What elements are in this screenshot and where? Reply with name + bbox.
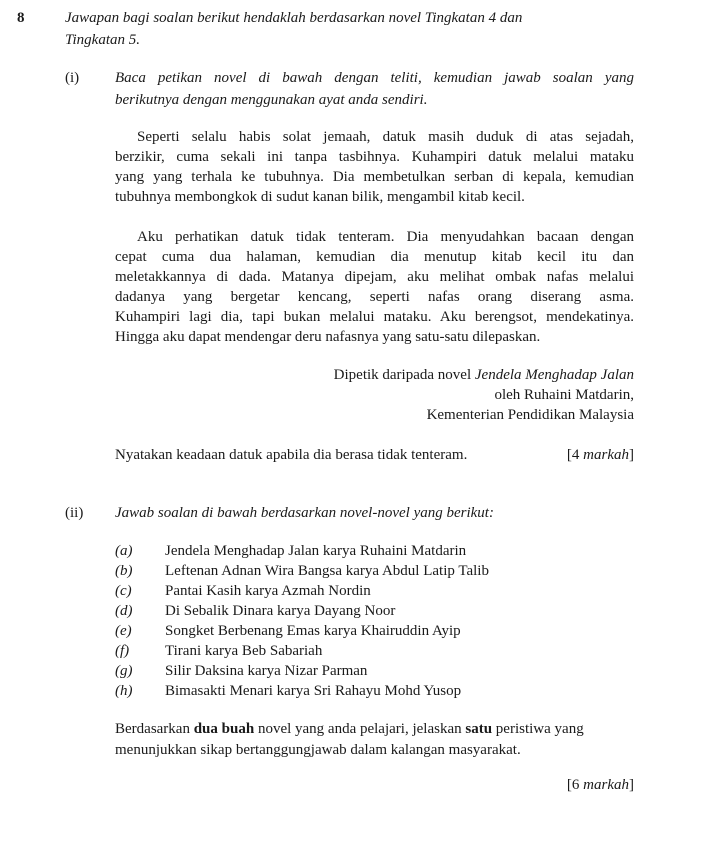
part-i-question: Nyatakan keadaan datuk apabila dia berasa tidak tenteram. — [115, 447, 468, 463]
novel-label: (d) — [115, 603, 133, 619]
source-line — [115, 365, 634, 385]
novel-list-item — [115, 581, 634, 601]
emphasis-text: satu — [465, 721, 493, 737]
marks-close: ] — [629, 447, 634, 463]
novel-title: Songket Berbenang Emas karya Khairuddin Ayip — [165, 623, 461, 639]
novel-title: Tirani karya Beb Sabariah — [165, 643, 323, 659]
part-ii-marks — [500, 775, 634, 795]
novel-title: Pantai Kasih karya Azmah Nordin — [165, 583, 371, 599]
passage-line: dadanya yang bergetar kencang, seperti nafas orang diserang asma. — [115, 289, 634, 305]
part-i-instruction-line-1: Baca petikan novel di bawah dengan teliti, kemudian jawab soalan yang — [115, 70, 634, 86]
novel-label: (a) — [115, 543, 133, 559]
novel-list — [115, 541, 634, 701]
novel-list-item — [115, 621, 634, 641]
part-ii-label: (ii) — [65, 505, 84, 521]
question-number: 8 — [17, 10, 25, 26]
source-author: oleh Ruhaini Matdarin, — [494, 387, 634, 403]
novel-label: (c) — [115, 583, 132, 599]
question-text: peristiwa yang — [492, 721, 584, 737]
novel-label: (e) — [115, 623, 132, 639]
part-i-instruction-line-2: berikutnya dengan menggunakan ayat anda sendiri. — [115, 92, 428, 108]
novel-title: Silir Daksina karya Nizar Parman — [165, 663, 368, 679]
passage-line: meletakkannya di dada. Matanya dipejam, aku melihat ombak nafas melalui — [115, 269, 634, 285]
source-prefix: Dipetik daripada novel — [333, 367, 475, 383]
novel-list-item — [115, 681, 634, 701]
marks-close: ] — [629, 777, 634, 793]
source-publisher: Kementerian Pendidikan Malaysia — [426, 407, 634, 423]
emphasis-text: dua buah — [193, 721, 255, 737]
passage-line: berzikir, cuma sekali ini tanpa tasbihnya. Kuhampiri datuk melalui mataku — [115, 149, 634, 165]
passage-line: Hingga aku dapat mendengar deru nafasnya yang satu-satu dilepaskan. — [115, 329, 541, 345]
novel-list-item — [115, 561, 634, 581]
novel-title: Bimasakti Menari karya Sri Rahayu Mohd Yusop — [165, 683, 462, 699]
part-ii-instruction: Jawab soalan di bawah berdasarkan novel-novel yang berikut: — [115, 505, 494, 521]
passage-line: cepat cuma dua halaman, kemudian dia menutup kitab kecil itu dan — [115, 249, 634, 265]
question-instruction-line-2: Tingkatan 5. — [65, 32, 141, 48]
passage-paragraph-2 — [115, 227, 634, 347]
passage-line: tubuhnya membongkok di sudut kanan bilik, mengambil kitab kecil. — [115, 189, 525, 205]
novel-title: Jendela Menghadap Jalan karya Ruhaini Matdarin — [165, 543, 467, 559]
source-novel-title: Jendela Menghadap Jalan — [474, 367, 634, 383]
part-ii-question-line-1 — [115, 719, 634, 739]
question-text: novel yang anda pelajari, jelaskan — [254, 721, 466, 737]
part-ii-question-line-2: menunjukkan sikap bertanggungjawab dalam kalangan masyarakat. — [115, 742, 521, 758]
novel-label: (g) — [115, 663, 133, 679]
novel-list-item — [115, 541, 634, 561]
novel-label: (b) — [115, 563, 133, 579]
novel-list-item — [115, 601, 634, 621]
novel-title: Di Sebalik Dinara karya Dayang Noor — [165, 603, 396, 619]
question-text: Berdasarkan — [115, 721, 194, 737]
marks-word: markah — [583, 777, 629, 793]
novel-title: Leftenan Adnan Wira Bangsa karya Abdul Latip Talib — [165, 563, 489, 579]
novel-list-item — [115, 661, 634, 681]
novel-list-item — [115, 641, 634, 661]
passage-line: Kuhampiri lagi dia, tapi bukan melalui mataku. Aku berengsot, mendekatinya. — [115, 309, 634, 325]
marks-open: [6 — [566, 777, 584, 793]
passage-line: Seperti selalu habis solat jemaah, datuk masih duduk di atas sejadah, — [137, 129, 634, 145]
marks-open: [4 — [566, 447, 584, 463]
part-i-marks — [500, 445, 634, 465]
part-i-label: (i) — [65, 70, 80, 86]
marks-word: markah — [583, 447, 629, 463]
novel-label: (f) — [115, 643, 130, 659]
passage-line: yang yang terhala ke tubuhnya. Dia membetulkan serban di kepala, kemudian — [115, 169, 634, 185]
passage-line: Aku perhatikan datuk tidak tenteram. Dia menyudahkan bacaan dengan — [137, 229, 634, 245]
question-instruction-line-1: Jawapan bagi soalan berikut hendaklah berdasarkan novel Tingkatan 4 dan — [65, 10, 523, 26]
novel-label: (h) — [115, 683, 133, 699]
passage-paragraph-1 — [115, 127, 634, 207]
